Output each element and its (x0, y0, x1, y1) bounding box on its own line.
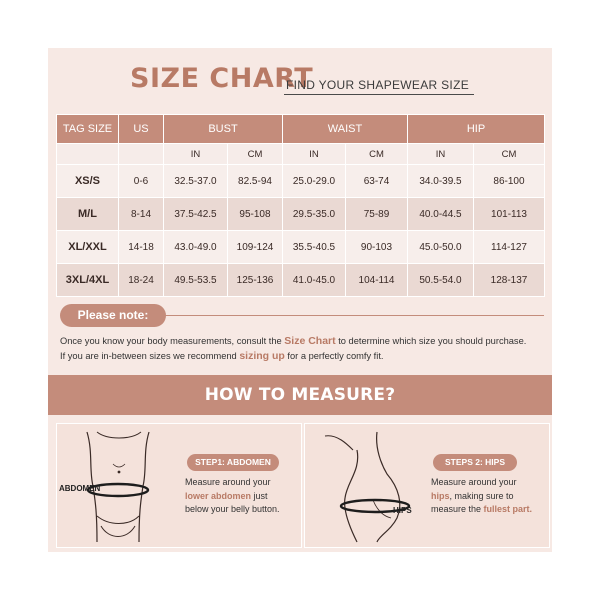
unit-bust-in: IN (164, 144, 228, 165)
table-cell: XS/S (57, 165, 119, 198)
note-text-part: Once you know your body measurements, consult the (60, 336, 285, 346)
table-cell: 40.0-44.5 (408, 198, 474, 231)
table-cell: 45.0-50.0 (408, 231, 474, 264)
table-cell: 50.5-54.0 (408, 264, 474, 297)
note-line-1 (60, 334, 550, 349)
note-text-part: for a perfectly comfy fit. (284, 351, 384, 361)
table-cell: 86-100 (474, 165, 545, 198)
table-cell: 75-89 (346, 198, 408, 231)
unit-hip-in: IN (408, 144, 474, 165)
table-cell: 8-14 (119, 198, 164, 231)
table-cell: 3XL/4XL (57, 264, 119, 297)
step1-card (56, 423, 302, 548)
unit-waist-in: IN (283, 144, 346, 165)
step2-badge: STEPS 2: HIPS (433, 454, 517, 471)
table-cell: 37.5-42.5 (164, 198, 228, 231)
unit-blank (119, 144, 164, 165)
table-cell: 0-6 (119, 165, 164, 198)
step2-highlight: hips (431, 490, 450, 501)
step1-text-line (185, 490, 299, 504)
table-cell: 104-114 (346, 264, 408, 297)
step2-text-part: , making sure to (449, 490, 514, 501)
table-row (57, 198, 545, 231)
note-highlight: sizing up (239, 350, 285, 362)
table-cell: 95-108 (228, 198, 283, 231)
unit-bust-cm: CM (228, 144, 283, 165)
step2-text (431, 476, 547, 517)
note-text (60, 334, 550, 364)
subtitle-underline (284, 94, 474, 95)
table-cell: 41.0-45.0 (283, 264, 346, 297)
page-title: SIZE CHART (130, 63, 314, 94)
step1-text (185, 476, 299, 517)
table-row (57, 231, 545, 264)
table-cell: 63-74 (346, 165, 408, 198)
size-chart-panel (48, 48, 552, 552)
table-cell: 101-113 (474, 198, 545, 231)
table-cell: 18-24 (119, 264, 164, 297)
unit-blank (57, 144, 119, 165)
table-cell: 114-127 (474, 231, 545, 264)
table-unit-row (57, 144, 545, 165)
hips-figure-icon (317, 430, 427, 544)
step2-text-part: measure the (431, 504, 484, 514)
table-header-row (57, 115, 545, 144)
note-text-part: If you are in-between sizes we recommend (60, 351, 240, 361)
step1-badge: STEP1: ABDOMEN (187, 454, 279, 471)
col-header-us: US (119, 115, 164, 144)
step2-text-line (431, 503, 547, 517)
step1-text-part: just (251, 490, 268, 501)
step2-card (304, 423, 550, 548)
step1-text-line: below your belly button. (185, 504, 280, 514)
note-text-part: to determine which size you should purchase. (335, 336, 527, 346)
unit-hip-cm: CM (474, 144, 545, 165)
table-cell: XL/XXL (57, 231, 119, 264)
abdomen-label: ABDOMEN (59, 484, 101, 493)
table-cell: 14-18 (119, 231, 164, 264)
note-highlight: Size Chart (284, 335, 336, 347)
table-cell: 32.5-37.0 (164, 165, 228, 198)
step1-text-line: Measure around your (185, 477, 271, 487)
table-cell: 49.5-53.5 (164, 264, 228, 297)
table-cell: 109-124 (228, 231, 283, 264)
table-cell: M/L (57, 198, 119, 231)
size-table (56, 114, 545, 297)
table-cell: 90-103 (346, 231, 408, 264)
note-line-2 (60, 349, 550, 364)
col-header-waist: WAIST (283, 115, 408, 144)
col-header-tag-size: TAG SIZE (57, 115, 119, 144)
hips-label: HIPS (393, 506, 412, 515)
unit-waist-cm: CM (346, 144, 408, 165)
step1-highlight: lower abdomen (185, 490, 252, 501)
page-subtitle: FIND YOUR SHAPEWEAR SIZE (286, 78, 470, 92)
table-cell: 35.5-40.5 (283, 231, 346, 264)
note-divider (160, 315, 544, 316)
table-row (57, 165, 545, 198)
table-cell: 128-137 (474, 264, 545, 297)
table-cell: 34.0-39.5 (408, 165, 474, 198)
col-header-hip: HIP (408, 115, 545, 144)
step2-highlight: fullest part. (483, 504, 533, 514)
how-to-measure-banner: HOW TO MEASURE? (48, 375, 552, 415)
step2-text-line: Measure around your (431, 477, 517, 487)
step2-text-line (431, 490, 547, 504)
col-header-bust: BUST (164, 115, 283, 144)
table-row (57, 264, 545, 297)
table-cell: 25.0-29.0 (283, 165, 346, 198)
table-cell: 43.0-49.0 (164, 231, 228, 264)
table-cell: 29.5-35.0 (283, 198, 346, 231)
note-label: Please note: (60, 304, 166, 327)
table-cell: 82.5-94 (228, 165, 283, 198)
table-cell: 125-136 (228, 264, 283, 297)
